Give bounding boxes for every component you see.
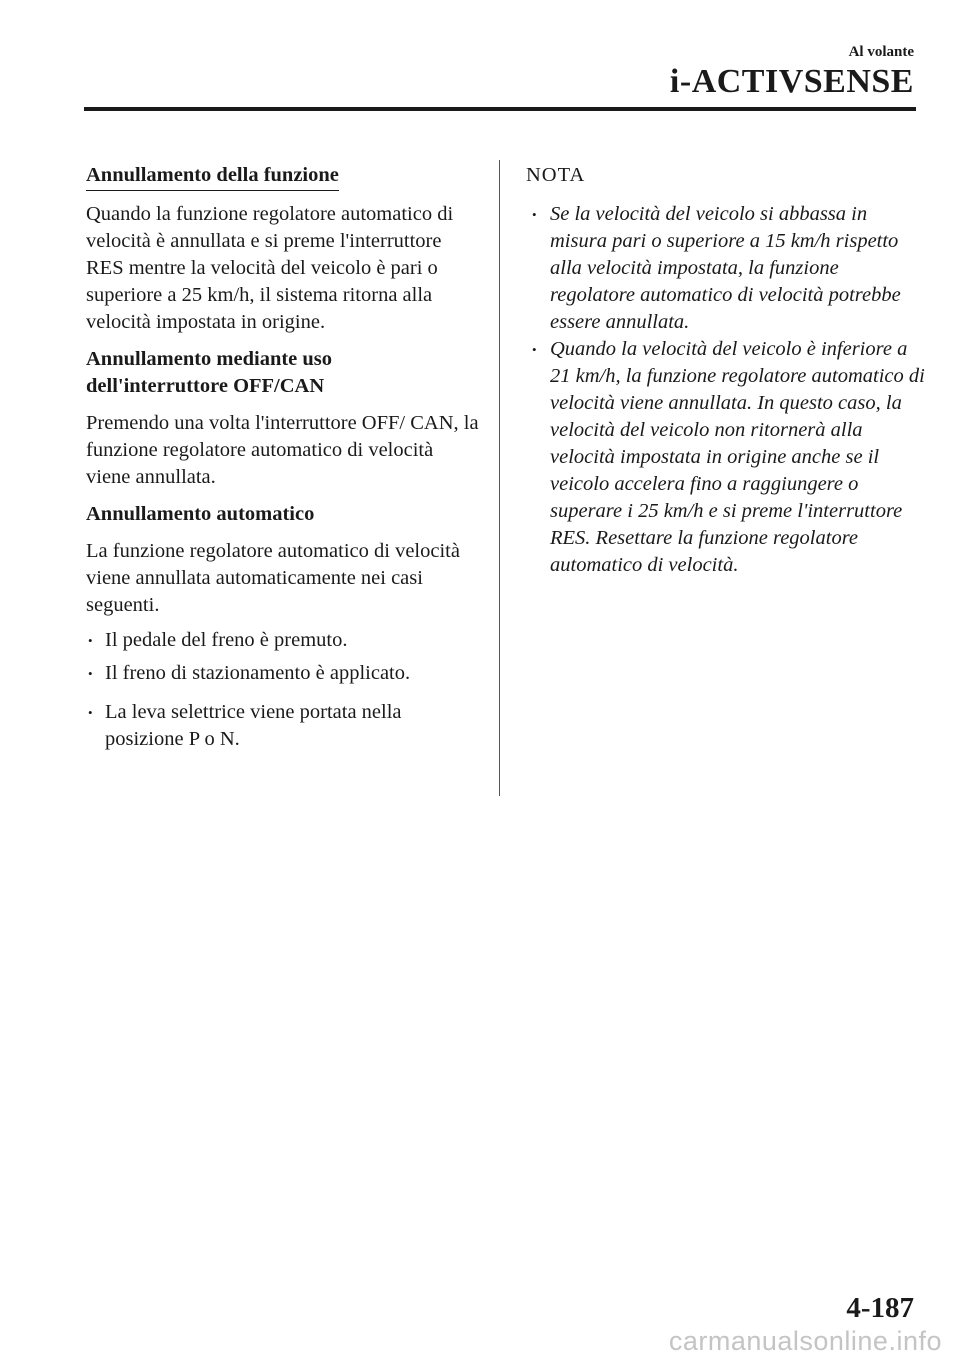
left-column	[86, 162, 481, 759]
cancel-conditions-list	[86, 627, 481, 753]
subheading-off-can	[86, 346, 481, 400]
off-can-paragraph: Premendo una volta l'interruttore OFF/ CAN, la funzione regolatore automatico di velocità viene annullata.	[86, 412, 479, 488]
note-list	[526, 201, 926, 579]
intro-paragraph: Quando la funzione regolatore automatico di velocità è annullata e si preme l'interruttore RES mentre la velocità del veicolo è pari o superiore a 25 km/h, il sistema ritorna alla velocità impostata in origine.	[86, 203, 454, 333]
subheading-off-can-line1: Annullamento mediante uso	[86, 348, 333, 370]
list-item: • Se la velocità del veicolo si abbassa in misura pari o superiore a 15 km/h rispetto alla velocità impostata, la funzione regolatore automatico di velocità potrebbe essere annullata.	[526, 201, 926, 336]
chapter-title: i-ACTIVSENSE	[669, 63, 914, 100]
header-divider	[84, 107, 916, 111]
list-item: • Il freno di stazionamento è applicato.	[86, 660, 481, 687]
list-item: • La leva selettrice viene portata nella posizione P o N.	[86, 699, 481, 753]
note-label: NOTA	[526, 164, 586, 186]
subheading-off-can-line2: dell'interruttore OFF/CAN	[86, 375, 325, 397]
page-number: 4-187	[846, 1292, 914, 1324]
column-divider	[499, 160, 500, 796]
list-item: • Quando la velocità del veicolo è inferiore a 21 km/h, la funzione regolatore automatico di velocità viene annullata. In questo caso, la velocità del veicolo non ritornerà alla velocità impostata in origine anche se il veicolo accelera fino a raggiungere o superare i 25 km/h e si preme l'interruttore RES. Resettare la funzione regolatore automatico di velocità.	[526, 336, 926, 579]
automatic-paragraph: La funzione regolatore automatico di velocità viene annullata automaticamente nei casi seguenti.	[86, 540, 460, 616]
subheading-automatic: Annullamento automatico	[86, 503, 315, 525]
section-heading: Annullamento della funzione	[86, 162, 339, 191]
watermark: carmanualsonline.info	[668, 1326, 942, 1356]
list-item: • Il pedale del freno è premuto.	[86, 627, 481, 654]
right-column	[526, 162, 926, 579]
section-name: Al volante	[848, 44, 914, 60]
